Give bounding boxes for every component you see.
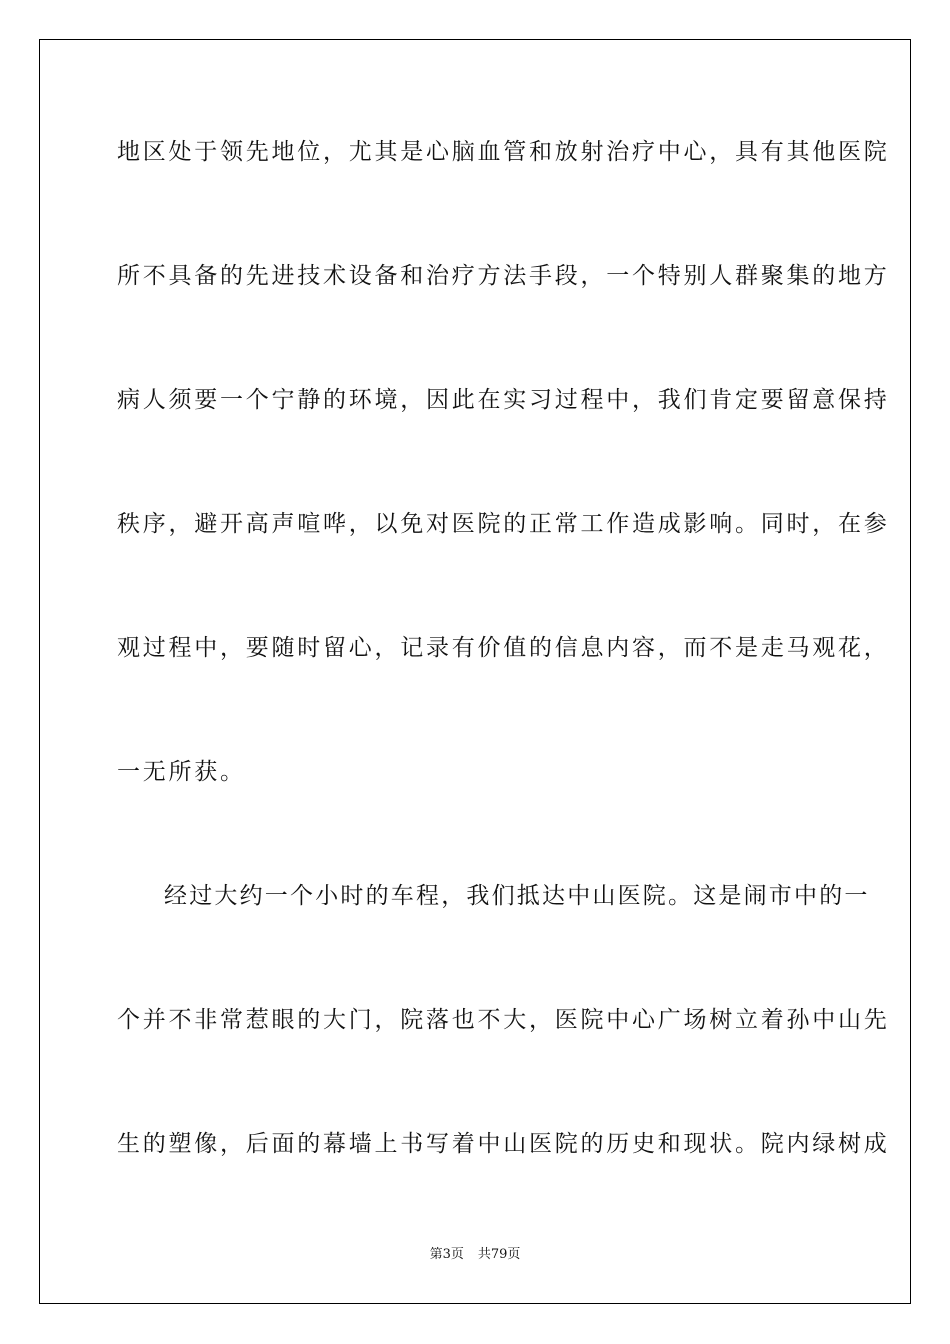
paragraph-line-1: 地区处于领先地位，尤其是心脑血管和放射治疗中心，具有其他医院 (117, 139, 890, 165)
paragraph-line-7: 经过大约一个小时的车程，我们抵达中山医院。这是闹市中的一 (164, 883, 870, 909)
paragraph-line-9: 生的塑像，后面的幕墙上书写着中山医院的历史和现状。院内绿树成 (117, 1131, 890, 1157)
paragraph-line-5: 观过程中，要随时留心，记录有价值的信息内容，而不是走马观花， (117, 635, 890, 661)
page-border (39, 39, 911, 1304)
paragraph-line-3: 病人须要一个宁静的环境，因此在实习过程中，我们肯定要留意保持 (117, 387, 890, 413)
paragraph-line-2: 所不具备的先进技术设备和治疗方法手段，一个特别人群聚集的地方 (117, 263, 890, 289)
paragraph-line-4: 秩序，避开高声喧哗，以免对医院的正常工作造成影响。同时，在参 (117, 511, 890, 537)
paragraph-line-6: 一无所获。 (117, 759, 246, 785)
page-total: 共79页 (477, 1247, 521, 1262)
paragraph-line-8: 个并不非常惹眼的大门，院落也不大，医院中心广场树立着孙中山先 (117, 1007, 890, 1033)
page-number: 第3页 (429, 1247, 464, 1262)
page-footer (0, 1246, 950, 1264)
